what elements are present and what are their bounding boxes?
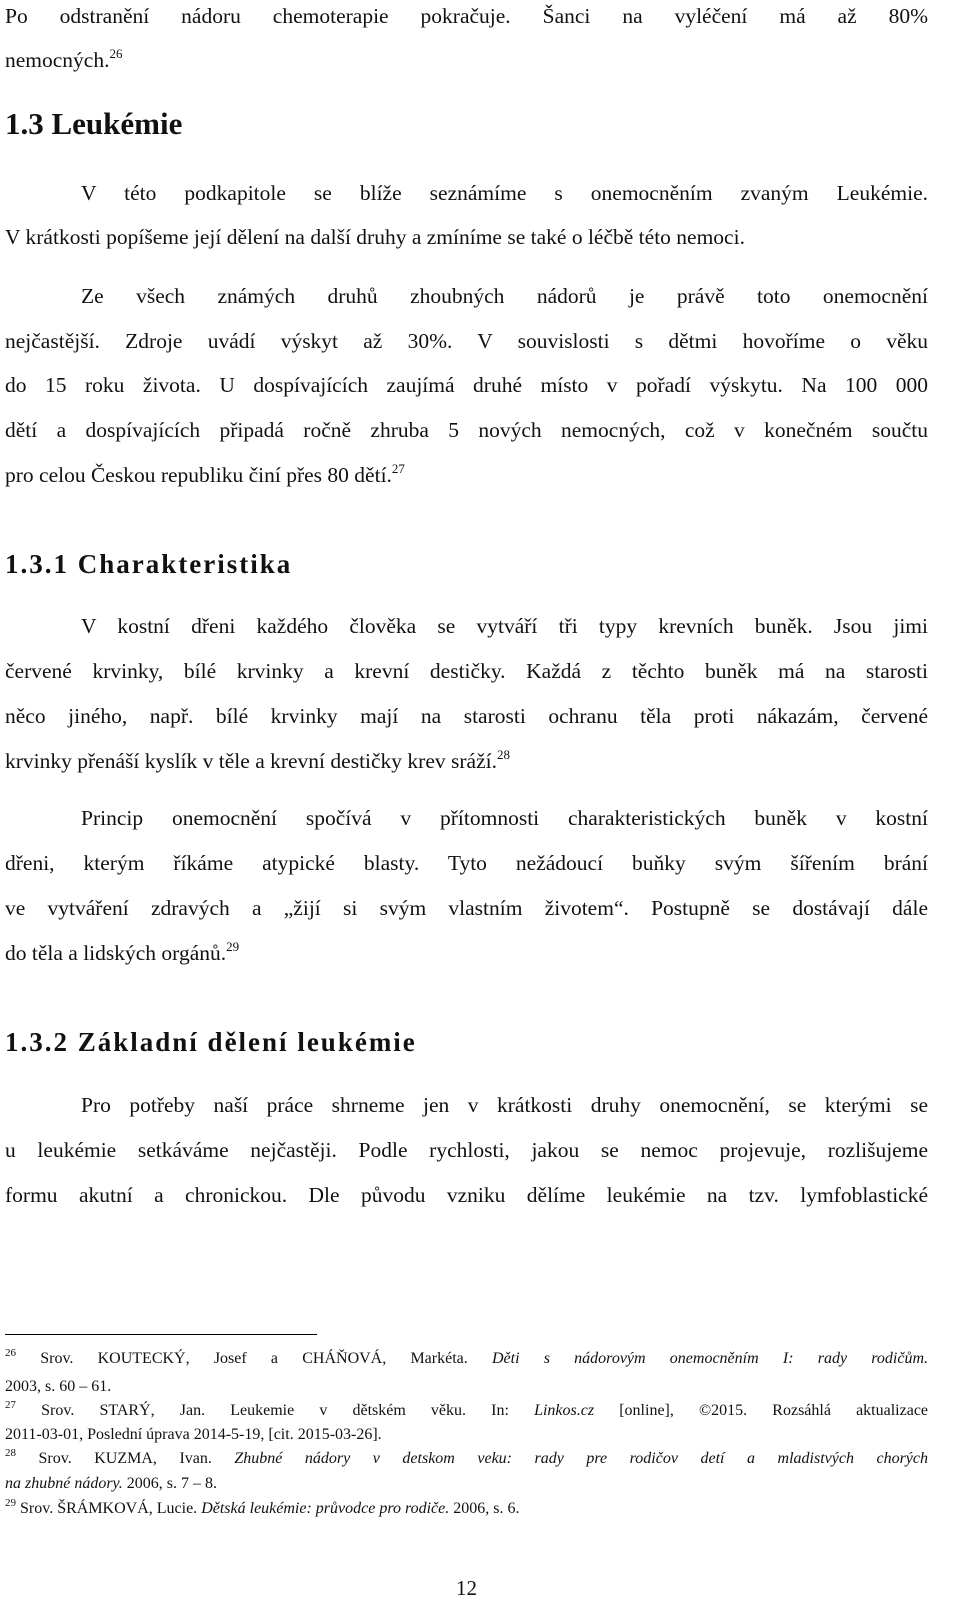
subsection-heading: 1.3.2 Základní dělení leukémie: [5, 1027, 417, 1057]
body-text-line: Pro potřeby naší práce shrneme jen v krátkosti druhy onemocnění, se kterými se: [81, 1093, 928, 1117]
body-text-line: něco jiného, např. bílé krvinky mají na starosti ochranu těla proti nákazám, červené: [5, 704, 928, 728]
body-text-line: do těla a lidských orgánů.$^{29}$: [5, 939, 240, 965]
footnote-cont: 2011-03-01, Poslední úprava 2014-5-19, [cit. 2015-03-26].: [5, 1426, 382, 1443]
footnote-ref: 28: [496, 747, 510, 762]
footnote-ref: 29: [226, 939, 240, 954]
body-text-line: Po odstranění nádoru chemoterapie pokračuje. Šanci na vyléčení má až 80%: [5, 4, 928, 28]
footnote: $^{27}$ Srov. STARÝ, Jan. Leukemie v dětském věku. In: Linkos.cz [online], ©2015. Rozsáhlá aktualizace: [5, 1399, 929, 1419]
page-number: 12: [456, 1576, 477, 1600]
footnote: $^{28}$ Srov. KUZMA, Ivan. Zhubné nádory v detskom veku: rady pre rodičov detí a mladistvých chorých: [5, 1447, 929, 1467]
footnote-cont: na zhubné nádory. 2006, s. 7 – 8.: [5, 1475, 218, 1492]
footnote-ref: 27: [391, 461, 405, 476]
body-text-line: dětí a dospívajících připadá ročně zhruba 5 nových nemocných, což v konečném součtu: [5, 418, 928, 442]
subsection-heading: 1.3.1 Charakteristika: [5, 549, 293, 579]
body-text-line: Princip onemocnění spočívá v přítomnosti charakteristických buněk v kostní: [81, 806, 928, 830]
body-text-line: V této podkapitole se blíže seznámíme s onemocněním zvaným Leukémie.: [81, 181, 928, 205]
body-text-line: nemocných.$^{26}$: [5, 46, 123, 72]
body-text-line: Ze všech známých druhů zhoubných nádorů je právě toto onemocnění: [81, 284, 928, 308]
body-text-line: krvinky přenáší kyslík v těle a krevní destičky krev sráží.$^{28}$: [5, 747, 510, 773]
section-heading: 1.3 Leukémie: [5, 106, 183, 141]
body-text-line: nejčastější. Zdroje uvádí výskyt až 30%. V souvislosti s dětmi hovoříme o věku: [5, 329, 928, 353]
body-text-line: formu akutní a chronickou. Dle původu vzniku dělíme leukémie na tzv. lymfoblastické: [5, 1183, 928, 1207]
body-text-line: ve vytváření zdravých a „žijí si svým vlastním životem“. Postupně se dostávají dále: [5, 896, 928, 920]
body-text-line: u leukémie setkáváme nejčastěji. Podle rychlosti, jakou se nemoc projevuje, rozlišujeme: [5, 1138, 928, 1162]
body-text-line: pro celou Českou republiku činí přes 80 dětí.$^{27}$: [5, 461, 405, 487]
footnote-ref: 26: [109, 46, 123, 61]
footnote-separator: [5, 1334, 317, 1335]
footnote: $^{29}$ Srov. ŠRÁMKOVÁ, Lucie. Dětská leukémie: průvodce pro rodiče. 2006, s. 6.: [5, 1497, 520, 1517]
body-text-line: V krátkosti popíšeme její dělení na další druhy a zmíníme se také o léčbě této nemoci.: [5, 225, 745, 249]
body-text-line: červené krvinky, bílé krvinky a krevní destičky. Každá z těchto buněk má na starosti: [5, 659, 928, 683]
body-text-line: V kostní dřeni každého člověka se vytváří tři typy krevních buněk. Jsou jimi: [81, 614, 928, 638]
body-text-line: dřeni, kterým říkáme atypické blasty. Tyto nežádoucí buňky svým šířením brání: [5, 851, 928, 875]
footnote: $^{26}$ Srov. KOUTECKÝ, Josef a CHÁŇOVÁ, Markéta. Děti s nádorovým onemocněním I: rady rodičům.: [5, 1347, 929, 1367]
body-text-line: do 15 roku života. U dospívajících zaujímá druhé místo v pořadí výskytu. Na 100 000: [5, 373, 928, 397]
footnote-cont: 2003, s. 60 – 61.: [5, 1378, 112, 1395]
